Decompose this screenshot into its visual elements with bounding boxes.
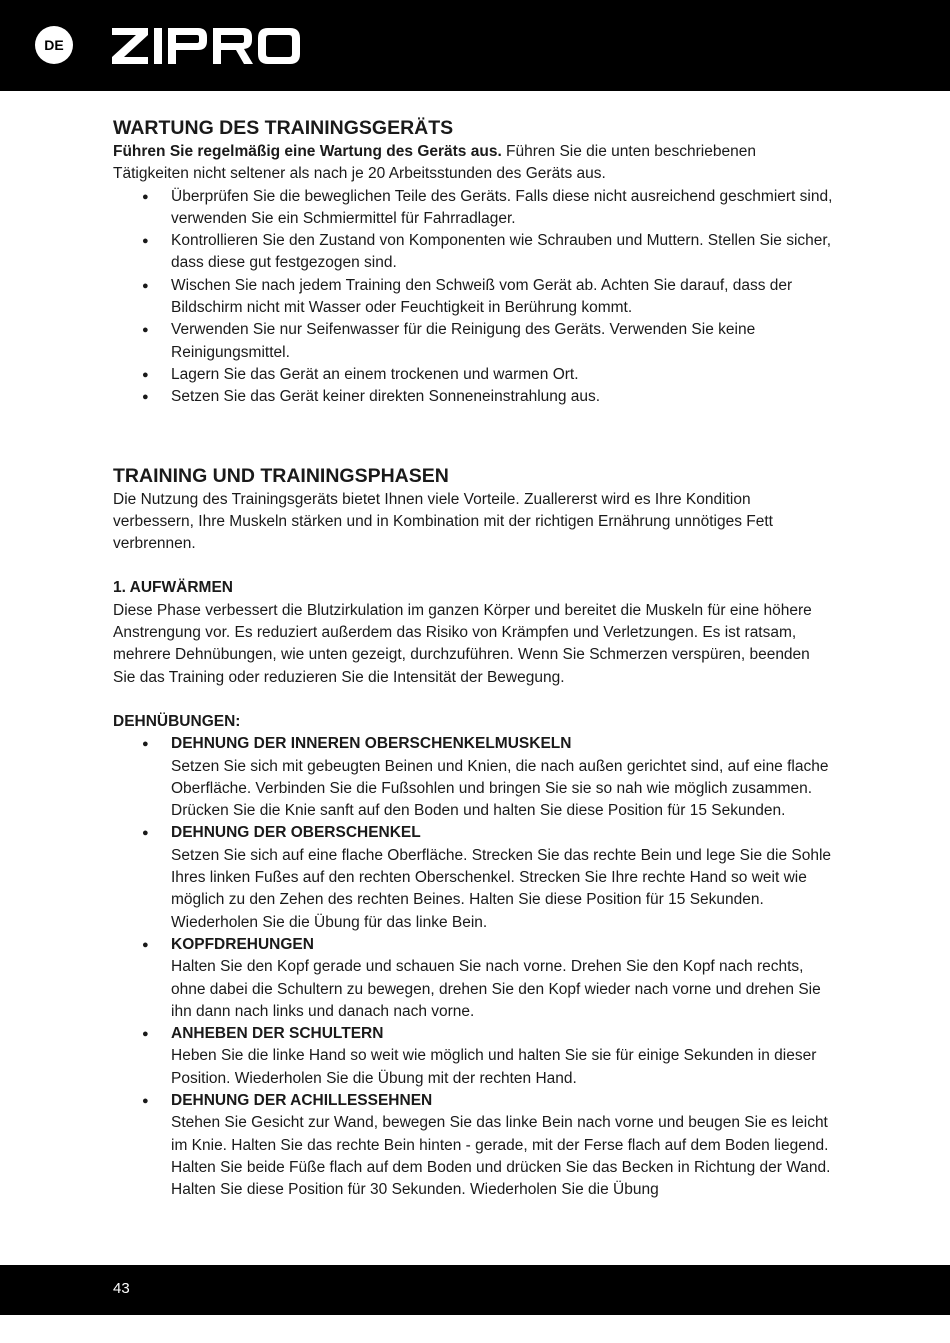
warmup-title: 1. AUFWÄRMEN [113, 579, 233, 597]
list-item [113, 1090, 835, 1201]
maintenance-list [113, 186, 835, 409]
exercise-title: ● ANHEBEN DER SCHULTERN [171, 1025, 384, 1043]
training-intro: Die Nutzung des Trainingsgeräts bietet Ihnen viele Vorteile. Zuallererst wird es Ihre Kondition verbessern, Ihre Muskeln stärken und in Kombination mit der richtigen Ernährung unnötiges Fett verbrennen. [113, 490, 773, 553]
exercise-text: Setzen Sie sich mit gebeugten Beinen und Knien, die nach außen gerichtet sind, auf eine flache Oberfläche. Verbinden Sie die Fußsohlen und bringen Sie sie so nah wie möglich zusammen. Drücken Sie die Knie sanft auf den Boden und halten Sie diese Position für 15 Sekunden. [171, 757, 829, 820]
list-item: ● Setzen Sie das Gerät keiner direkten Sonneneinstrahlung aus. [113, 386, 835, 408]
list-item: ● Kontrollieren Sie den Zustand von Komponenten wie Schrauben und Muttern. Stellen Sie sicher, dass diese gut festgezogen sind. [113, 230, 835, 275]
zipro-logo [112, 28, 302, 64]
list-item [113, 822, 835, 933]
exercise-title: ● DEHNUNG DER INNEREN OBERSCHENKELMUSKELN [171, 735, 572, 753]
maintenance-intro [113, 141, 835, 186]
exercise-list [113, 733, 835, 1201]
exercise-text: Heben Sie die linke Hand so weit wie möglich und halten Sie sie für einige Sekunden in dieser Position. Wiederholen Sie die Übung mit der rechten Hand. [171, 1047, 817, 1087]
page-header [0, 0, 950, 91]
stretch-title: DEHNÜBUNGEN: [113, 712, 241, 730]
list-item: ● Lagern Sie das Gerät an einem trockenen und warmen Ort. [113, 364, 835, 386]
page-content [113, 115, 835, 1201]
exercise-title: ● DEHNUNG DER ACHILLESSEHNEN [171, 1091, 433, 1109]
maintenance-heading: WARTUNG DES TRAININGSGERÄTS [113, 117, 454, 139]
maintenance-intro-bold: Führen Sie regelmäßig eine Wartung des Geräts aus. [113, 143, 502, 160]
maintenance-intro-rest: Führen Sie die unten beschriebenen Tätigkeiten nicht seltener als nach je 20 Arbeitsstunden des Geräts aus. [113, 143, 756, 183]
page-number: 43 [113, 1280, 130, 1297]
training-heading: TRAINING UND TRAININGSPHASEN [113, 464, 449, 487]
exercise-title: ● DEHNUNG DER OBERSCHENKEL [171, 824, 421, 842]
list-item [113, 934, 835, 1023]
exercise-title: ● KOPFDREHUNGEN [171, 935, 314, 953]
list-item: ● Wischen Sie nach jedem Training den Schweiß vom Gerät ab. Achten Sie darauf, dass der Bildschirm nicht mit Wasser oder Feuchtigkeit in Berührung kommt. [113, 275, 835, 320]
exercise-text: Halten Sie den Kopf gerade und schauen Sie nach vorne. Drehen Sie den Kopf nach rechts, ohne dabei die Schultern zu bewegen, drehen Sie den Kopf wieder nach vorne und drehen Sie ihn dann nach links und danach nach vorne. [171, 958, 821, 1020]
page-footer [0, 1265, 950, 1315]
exercise-text: Setzen Sie sich auf eine flache Oberfläche. Strecken Sie das rechte Bein und lege Sie die Sohle Ihres linken Fußes auf den rechten Oberschenkel. Strecken Sie Ihre rechte Hand so weit wie möglich zu den Zehen des rechten Beines. Halten Sie diese Position für 15 Sekunden. Wiederholen Sie die Übung für das linke Bein. [171, 846, 832, 931]
list-item: ● Überprüfen Sie die beweglichen Teile des Geräts. Falls diese nicht ausreichend geschmiert sind, verwenden Sie ein Schmiermittel für Fahrradlager. [113, 186, 835, 231]
exercise-text: Stehen Sie Gesicht zur Wand, bewegen Sie das linke Bein nach vorne und beugen Sie es leicht im Knie. Halten Sie das rechte Bein hinten - gerade, mit der Ferse flach auf dem Boden liegend. Halten Sie beide Füße flach auf dem Boden und drücken Sie das Becken in Richtung der Wand. Halten Sie diese Position für 30 Sekunden. Wiederholen Sie die Übung [171, 1114, 831, 1199]
list-item: ● Verwenden Sie nur Seifenwasser für die Reinigung des Geräts. Verwenden Sie keine Reinigungsmittel. [113, 319, 835, 364]
language-badge: DE [35, 26, 73, 64]
warmup-text: Diese Phase verbessert die Blutzirkulation im ganzen Körper und bereitet die Muskeln für eine höhere Anstrengung vor. Es reduziert außerdem das Risiko von Krämpfen und Verletzungen. Es ist ratsam, mehrere Dehnübungen, wie unten gezeigt, durchzuführen. Wenn Sie Schmerzen verspüren, beenden Sie das Training oder reduzieren Sie die Intensität der Bewegung. [113, 601, 812, 686]
list-item [113, 733, 835, 822]
list-item [113, 1023, 835, 1090]
